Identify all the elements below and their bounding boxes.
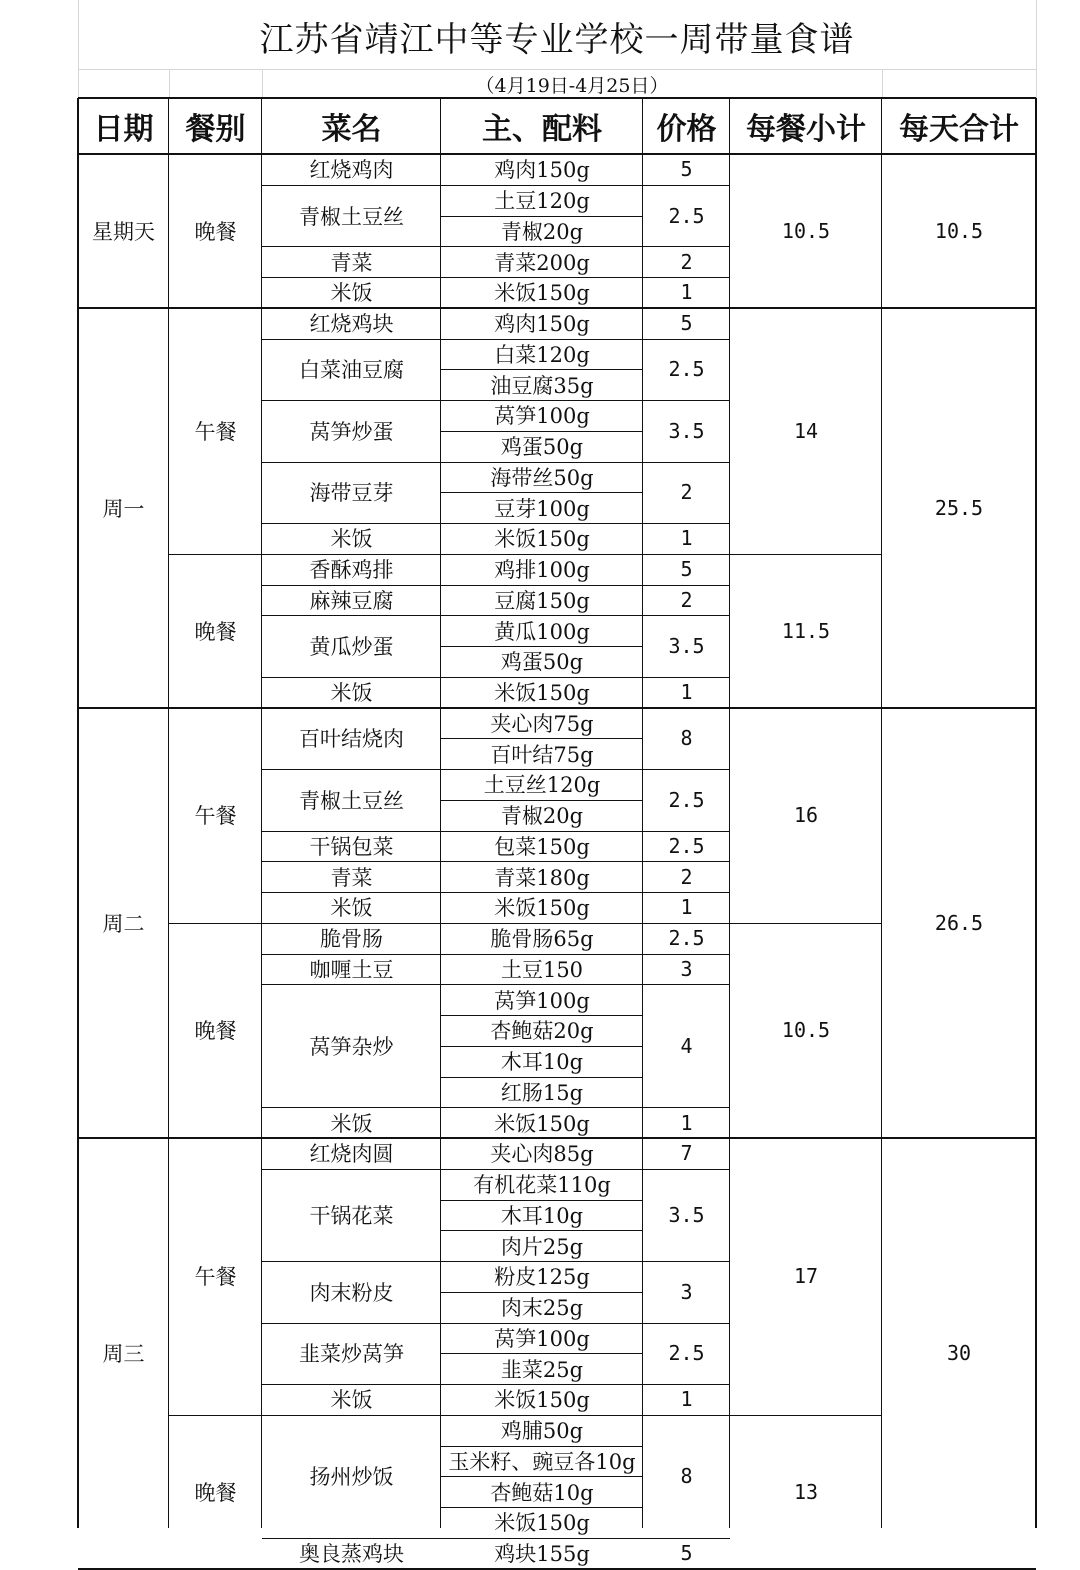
ingredient-divider: [441, 369, 643, 370]
day-total-cell: 25.5: [934, 495, 984, 520]
ingredient-divider: [441, 1230, 643, 1231]
sheet-gridline: [78, 0, 79, 98]
price-cell: 4: [680, 1033, 693, 1058]
header-meal-subtotal: 每餐小计: [746, 112, 866, 147]
dish-name-cell: 红烧鸡肉: [309, 158, 394, 183]
price-cell: 2: [680, 480, 693, 505]
column-border: [440, 98, 441, 1528]
price-cell: 2: [680, 249, 693, 274]
ingredient-cell: 莴笋100g: [494, 1326, 590, 1351]
ingredient-cell: 包菜150g: [494, 834, 590, 859]
price-cell: 8: [680, 726, 693, 751]
ingredient-cell: 鸡排100g: [494, 558, 590, 583]
price-cell: 2: [680, 587, 693, 612]
price-cell: 5: [680, 1541, 693, 1566]
ingredient-cell: 海带丝50g: [490, 465, 594, 490]
price-cell: 1: [680, 680, 693, 705]
meal-subtotal-cell: 11.5: [781, 618, 831, 643]
dish-name-cell: 百叶结烧肉: [299, 727, 404, 752]
ingredient-cell: 玉米籽、豌豆各10g: [448, 1449, 636, 1474]
price-cell: 5: [680, 157, 693, 182]
sheet-gridline: [882, 70, 883, 98]
ingredient-divider: [441, 1077, 643, 1078]
dish-name-cell: 米饭: [330, 281, 373, 306]
meal-type-cell: 晚餐: [194, 1480, 237, 1505]
page-title: 江苏省靖江中等专业学校一周带量食谱: [259, 19, 855, 60]
price-cell: 2.5: [668, 1341, 705, 1366]
ingredient-cell: 青菜180g: [494, 865, 590, 890]
day-total-cell: 10.5: [934, 218, 984, 243]
dish-name-cell: 干锅花菜: [309, 1203, 394, 1228]
day-label-cell: 周二: [102, 911, 145, 936]
price-cell: 2: [680, 864, 693, 889]
price-cell: 3.5: [668, 634, 705, 658]
ingredient-cell: 米饭150g: [494, 681, 590, 706]
ingredient-cell: 有机花菜110g: [473, 1173, 611, 1198]
date-range-subtitle: （4月19日-4月25日）: [475, 74, 669, 97]
meal-type-cell: 午餐: [194, 419, 237, 444]
ingredient-cell: 土豆150: [500, 957, 584, 982]
price-cell: 3.5: [668, 1202, 705, 1227]
price-cell: 2.5: [668, 787, 705, 812]
dish-name-cell: 脆骨肠: [320, 927, 383, 952]
dish-name-cell: 莴笋炒蛋: [309, 419, 394, 444]
ingredient-cell: 黄瓜100g: [494, 619, 590, 644]
price-cell: 1: [680, 1387, 693, 1412]
price-cell: 1: [680, 895, 693, 920]
dish-name-cell: 奥良蒸鸡块: [299, 1542, 404, 1567]
dish-name-cell: 韭菜炒莴笋: [299, 1342, 404, 1367]
ingredient-divider: [441, 800, 643, 801]
ingredient-cell: 木耳10g: [500, 1050, 584, 1075]
price-cell: 1: [680, 280, 693, 305]
column-border: [729, 98, 730, 1528]
ingredient-cell: 米饭150g: [494, 527, 590, 552]
ingredient-cell: 莴笋100g: [494, 988, 590, 1013]
ingredient-cell: 米饭150g: [494, 1111, 590, 1136]
ingredient-cell: 鸡肉150g: [494, 312, 590, 337]
price-cell: 2.5: [668, 203, 705, 228]
ingredient-cell: 豆芽100g: [494, 496, 590, 521]
dish-name-cell: 干锅包菜: [309, 834, 394, 859]
ingredient-divider: [441, 492, 643, 493]
ingredient-divider: [441, 431, 643, 432]
sheet-gridline: [262, 70, 263, 98]
ingredient-divider: [441, 1507, 643, 1508]
ingredient-cell: 脆骨肠65g: [490, 927, 594, 952]
ingredient-cell: 鸡蛋50g: [500, 435, 584, 460]
day-label-cell: 周三: [102, 1342, 145, 1367]
ingredient-cell: 鸡脯50g: [500, 1419, 584, 1444]
price-cell: 3.5: [668, 418, 705, 443]
ingredient-cell: 百叶结75g: [490, 742, 594, 767]
ingredient-cell: 米饭150g: [494, 896, 590, 921]
column-border: [261, 98, 262, 1528]
dish-name-cell: 莴笋杂炒: [309, 1034, 394, 1059]
dish-name-cell: 米饭: [330, 681, 373, 706]
meal-subtotal-cell: 14: [793, 418, 819, 443]
price-cell: 1: [680, 526, 693, 551]
day-label-cell: 星期天: [92, 219, 155, 244]
ingredient-cell: 红肠15g: [500, 1080, 584, 1105]
header-top-border: [78, 97, 1036, 99]
meal-type-cell: 晚餐: [194, 1019, 237, 1044]
sheet-gridline: [169, 70, 170, 98]
dish-name-cell: 米饭: [330, 527, 373, 552]
dish-name-cell: 青椒土豆丝: [299, 204, 404, 229]
ingredient-cell: 肉末25g: [500, 1296, 584, 1321]
meal-type-cell: 午餐: [194, 804, 237, 829]
dish-name-cell: 青菜: [330, 250, 373, 275]
dish-name-cell: 黄瓜炒蛋: [309, 635, 394, 659]
ingredient-cell: 杏鲍菇10g: [490, 1480, 594, 1505]
ingredient-cell: 夹心肉75g: [490, 711, 594, 736]
ingredient-divider: [441, 1046, 643, 1047]
ingredient-cell: 油豆腐35g: [490, 373, 594, 398]
ingredient-divider: [441, 1353, 643, 1354]
dish-name-cell: 米饭: [330, 1388, 373, 1413]
price-cell: 8: [680, 1464, 693, 1489]
ingredient-cell: 米饭150g: [494, 1511, 590, 1536]
day-total-cell: 26.5: [934, 910, 984, 935]
column-border: [168, 98, 169, 1528]
header-ingredients: 主、配料: [482, 112, 602, 147]
ingredient-divider: [441, 1292, 643, 1293]
price-cell: 2.5: [668, 926, 705, 951]
ingredient-cell: 豆腐150g: [494, 588, 590, 613]
day-divider: [78, 1568, 1036, 1570]
meal-subtotal-cell: 10.5: [781, 1018, 831, 1043]
ingredient-divider: [441, 738, 643, 739]
ingredient-cell: 鸡肉150g: [494, 158, 590, 183]
price-cell: 5: [680, 557, 693, 582]
ingredient-cell: 米饭150g: [494, 1388, 590, 1413]
dish-name-cell: 咖喱土豆: [309, 957, 394, 982]
ingredient-cell: 鸡块155g: [494, 1542, 590, 1567]
header-day-total: 每天合计: [899, 112, 1019, 147]
ingredient-cell: 肉片25g: [500, 1234, 584, 1259]
sheet-gridline: [78, 69, 1036, 70]
ingredient-cell: 米饭150g: [494, 281, 590, 306]
header-meal: 餐别: [185, 112, 246, 147]
ingredient-cell: 青椒20g: [500, 804, 584, 829]
ingredient-cell: 木耳10g: [500, 1203, 584, 1228]
meal-subtotal-cell: 13: [793, 1479, 819, 1504]
ingredient-cell: 鸡蛋50g: [500, 650, 584, 675]
meal-subtotal-cell: 16: [793, 803, 819, 828]
ingredient-cell: 土豆120g: [494, 189, 590, 214]
dish-name-cell: 海带豆芽: [309, 481, 394, 506]
dish-name-cell: 白菜油豆腐: [299, 358, 404, 383]
price-cell: 7: [680, 1141, 693, 1166]
meal-subtotal-cell: 10.5: [781, 218, 831, 243]
dish-name-cell: 青椒土豆丝: [299, 788, 404, 813]
ingredient-cell: 夹心肉85g: [490, 1142, 594, 1167]
column-border: [642, 98, 643, 1528]
header-price: 价格: [656, 112, 717, 147]
dish-name-cell: 米饭: [330, 1111, 373, 1136]
dish-name-cell: 麻辣豆腐: [309, 588, 394, 613]
dish-name-cell: 红烧鸡块: [309, 312, 394, 337]
ingredient-cell: 青椒20g: [500, 219, 584, 244]
price-cell: 1: [680, 1110, 693, 1135]
meal-type-cell: 晚餐: [194, 619, 237, 644]
ingredient-cell: 莴笋100g: [494, 404, 590, 429]
price-cell: 3: [680, 956, 693, 981]
price-cell: 3: [680, 1279, 693, 1304]
ingredient-cell: 粉皮125g: [494, 1265, 590, 1290]
dish-name-cell: 香酥鸡排: [309, 558, 394, 583]
ingredient-cell: 青菜200g: [494, 250, 590, 275]
ingredient-divider: [441, 1476, 643, 1477]
sheet-gridline: [1036, 0, 1037, 98]
meal-type-cell: 晚餐: [194, 219, 237, 244]
header-dish: 菜名: [321, 112, 382, 147]
day-label-cell: 周一: [102, 496, 145, 521]
meal-subtotal-cell: 17: [793, 1264, 819, 1289]
day-total-cell: 30: [946, 1341, 972, 1366]
dish-name-cell: 肉末粉皮: [309, 1280, 394, 1305]
dish-name-cell: 青菜: [330, 865, 373, 890]
dish-name-cell: 米饭: [330, 896, 373, 921]
ingredient-cell: 杏鲍菇20g: [490, 1019, 594, 1044]
dish-name-cell: 红烧肉圆: [309, 1142, 394, 1167]
ingredient-divider: [441, 1200, 643, 1201]
column-border: [881, 98, 882, 1528]
column-border: [77, 98, 79, 1528]
price-cell: 2.5: [668, 357, 705, 382]
meal-type-cell: 午餐: [194, 1265, 237, 1290]
ingredient-divider: [441, 646, 643, 647]
ingredient-divider: [441, 1446, 643, 1447]
dish-name-cell: 扬州炒饭: [309, 1465, 394, 1490]
price-cell: 5: [680, 311, 693, 336]
ingredient-divider: [441, 216, 643, 217]
ingredient-cell: 韭菜25g: [500, 1357, 584, 1382]
header-date: 日期: [93, 112, 154, 147]
column-border: [1035, 98, 1037, 1528]
ingredient-divider: [441, 1015, 643, 1016]
price-cell: 2.5: [668, 833, 705, 858]
ingredient-cell: 土豆丝120g: [483, 773, 601, 798]
ingredient-cell: 白菜120g: [494, 342, 590, 367]
